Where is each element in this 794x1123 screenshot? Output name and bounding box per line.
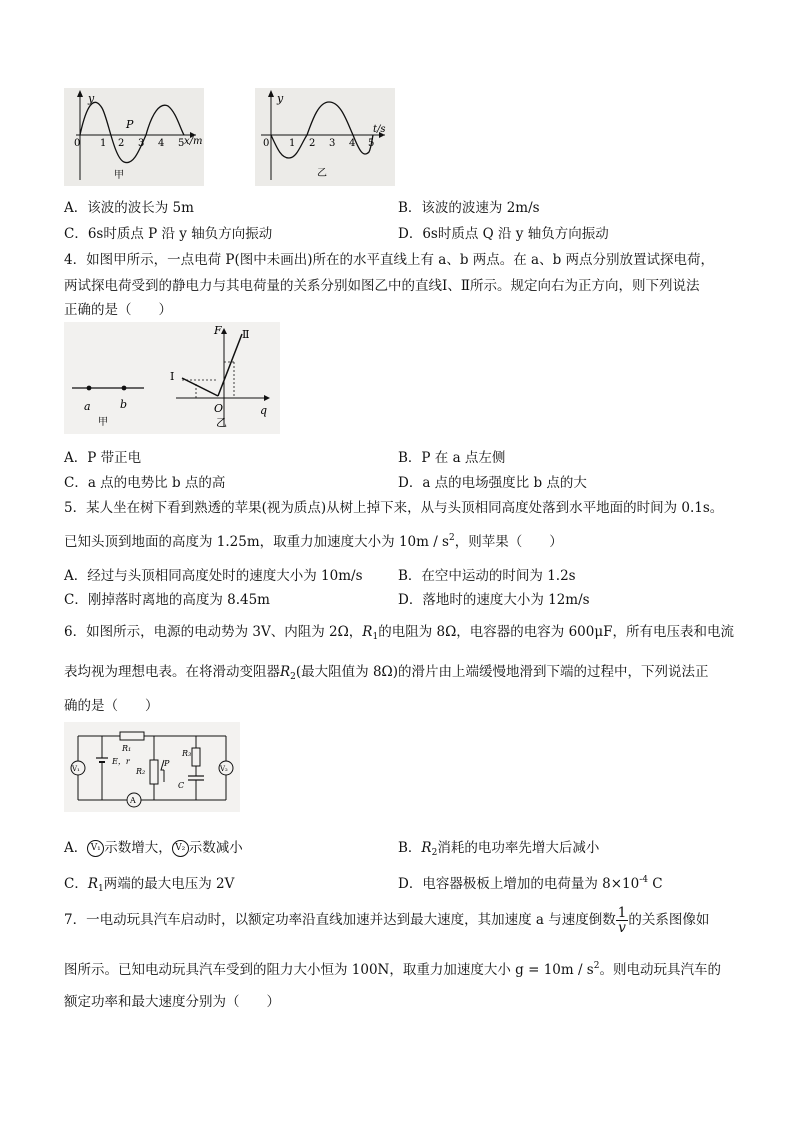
q4-option-a[interactable]: A．P 带正电 <box>64 450 142 466</box>
q6-option-d[interactable]: D．电容器极板上增加的电荷量为 $8\times 10^{-4}$ C <box>398 875 663 892</box>
q7-stem-line2: 图所示。已知电动玩具汽车受到的阻力大小恒为 100N，取重力加速度大小 $g = 10m / s^2$。则电动玩具汽车的 <box>64 961 721 978</box>
q4-line-ii: Ⅱ <box>242 328 250 341</box>
yi-tick-5: 5 <box>368 138 375 149</box>
jia-tick-4: 4 <box>158 138 165 149</box>
q6-option-a[interactable]: A． V₁ 示数增大， V₂ 示数减小 <box>64 840 243 856</box>
point-b-label: b <box>120 398 128 411</box>
q7-stem-line3: 额定功率和最大速度分别为（ ） <box>64 994 280 1010</box>
v2-meter: V₂ <box>220 765 228 773</box>
q4-stem-line2: 两试探电荷受到的静电力与其电荷量的关系分别如图乙中的直线Ⅰ、Ⅱ所示。规定向右为正方向，则下列说法 <box>64 278 700 294</box>
q5-stem-line1: 5．某人坐在树下看到熟透的苹果(视为质点)从树上掉下来，从与头顶相同高度处落到水平地面的时间为 0.1s。 <box>64 500 724 516</box>
circuit-diagram <box>64 722 240 812</box>
q5-stem-line2: 已知头顶到地面的高度为 1.25m，取重力加速度大小为 $10m / s^2$，则苹果（ ） <box>64 533 563 550</box>
jia-tick-0: 0 <box>74 138 81 149</box>
yi-caption: 乙 <box>317 168 327 179</box>
capacitor-label: C <box>178 781 185 790</box>
yi-xlabel: t/s <box>373 124 386 135</box>
q6-option-b[interactable]: B．$R_2$消耗的电功率先增大后减小 <box>398 840 600 858</box>
q5-option-b[interactable]: B．在空中运动的时间为 1.2s <box>398 568 576 584</box>
v2-meter-icon: V₂ <box>172 840 189 857</box>
jia-tick-2: 2 <box>118 138 125 149</box>
q4-option-c[interactable]: C．a 点的电势比 b 点的高 <box>64 475 226 491</box>
q4-line-i: I <box>170 370 175 383</box>
q3-option-c[interactable]: C．6s时质点 P 沿 y 轴负方向振动 <box>64 226 273 242</box>
slider-label: P <box>164 759 170 768</box>
inverse-velocity-fraction: $\frac{1}{v}$ <box>617 905 627 936</box>
wave-graph-yi <box>255 88 395 186</box>
jia-caption: 甲 <box>114 170 124 181</box>
jia-point-label: P <box>126 118 134 131</box>
wave-figure-yi <box>255 88 395 186</box>
yi-tick-1: 1 <box>289 138 296 149</box>
wave-figure-jia <box>64 88 204 186</box>
q6-option-c[interactable]: C．$R_1$两端的最大电压为 2V <box>64 876 235 894</box>
q4-axis-q: q <box>260 404 268 417</box>
r2-label: R₂ <box>136 767 146 776</box>
q5-option-c[interactable]: C．刚掉落时离地的高度为 8.45m <box>64 592 270 608</box>
yi-tick-4: 4 <box>349 138 356 149</box>
q7-stem-line1: 7．一电动玩具汽车启动时，以额定功率沿直线加速并达到最大速度，其加速度 a 与速度倒数 $\frac{1}{v}$的关系图像如 <box>64 905 710 936</box>
yi-ylabel: y <box>277 92 284 105</box>
v1-meter-icon: V₁ <box>87 840 104 857</box>
q4-origin: O <box>214 402 224 415</box>
jia-xlabel: x/m <box>184 136 203 147</box>
q3-option-b[interactable]: B．该波的波速为 2m/s <box>398 200 540 216</box>
q6-circuit-figure <box>64 722 240 812</box>
jia-tick-3: 3 <box>138 138 145 149</box>
q4-graphs <box>64 322 280 434</box>
q4-jia-caption: 甲 <box>98 417 108 428</box>
q5-option-d[interactable]: D．落地时的速度大小为 12m/s <box>398 592 590 608</box>
q3-option-a[interactable]: A．该波的波长为 5m <box>64 200 194 216</box>
q5-option-a[interactable]: A．经过与头顶相同高度处时的速度大小为 10m/s <box>64 568 363 584</box>
q4-stem-line3: 正确的是（ ） <box>64 302 172 318</box>
yi-tick-3: 3 <box>329 138 336 149</box>
q4-option-b[interactable]: B．P 在 a 点左侧 <box>398 450 506 466</box>
wave-graph-jia <box>64 88 204 186</box>
ammeter: A <box>130 796 136 805</box>
q4-option-d[interactable]: D．a 点的电场强度比 b 点的大 <box>398 475 587 491</box>
jia-ylabel: y <box>88 92 95 105</box>
r1-label: R₁ <box>122 744 132 753</box>
jia-tick-1: 1 <box>100 138 107 149</box>
q6-stem-line1: 6．如图所示，电源的电动势为 3V、内阻为 2Ω，$R_1$的电阻为 8Ω，电容器的电容为 600μF，所有电压表和电流 <box>64 624 734 642</box>
yi-tick-0: 0 <box>263 138 270 149</box>
q6-stem-line2: 表均视为理想电表。在将滑动变阻器$R_2$(最大阻值为 8Ω)的滑片由上端缓慢地滑到下端的过程中，下列说法正 <box>64 664 709 682</box>
q4-stem-line1: 4．如图甲所示，一点电荷 P(图中未画出)所在的水平直线上有 a、b 两点。在 a、b 两点分别放置试探电荷， <box>64 252 715 268</box>
q4-axis-f: F <box>214 324 222 337</box>
source-label: E，r <box>112 757 130 766</box>
q6-stem-line3: 确的是（ ） <box>64 698 159 714</box>
q3-option-d[interactable]: D．6s时质点 Q 沿 y 轴负方向振动 <box>398 226 609 242</box>
jia-tick-5: 5 <box>178 138 185 149</box>
v1-meter: V₁ <box>72 765 80 773</box>
q4-yi-caption: 乙 <box>216 416 227 429</box>
q4-figure <box>64 322 280 434</box>
r3-label: R₃ <box>182 749 192 758</box>
yi-tick-2: 2 <box>309 138 316 149</box>
point-a-label: a <box>84 400 91 413</box>
